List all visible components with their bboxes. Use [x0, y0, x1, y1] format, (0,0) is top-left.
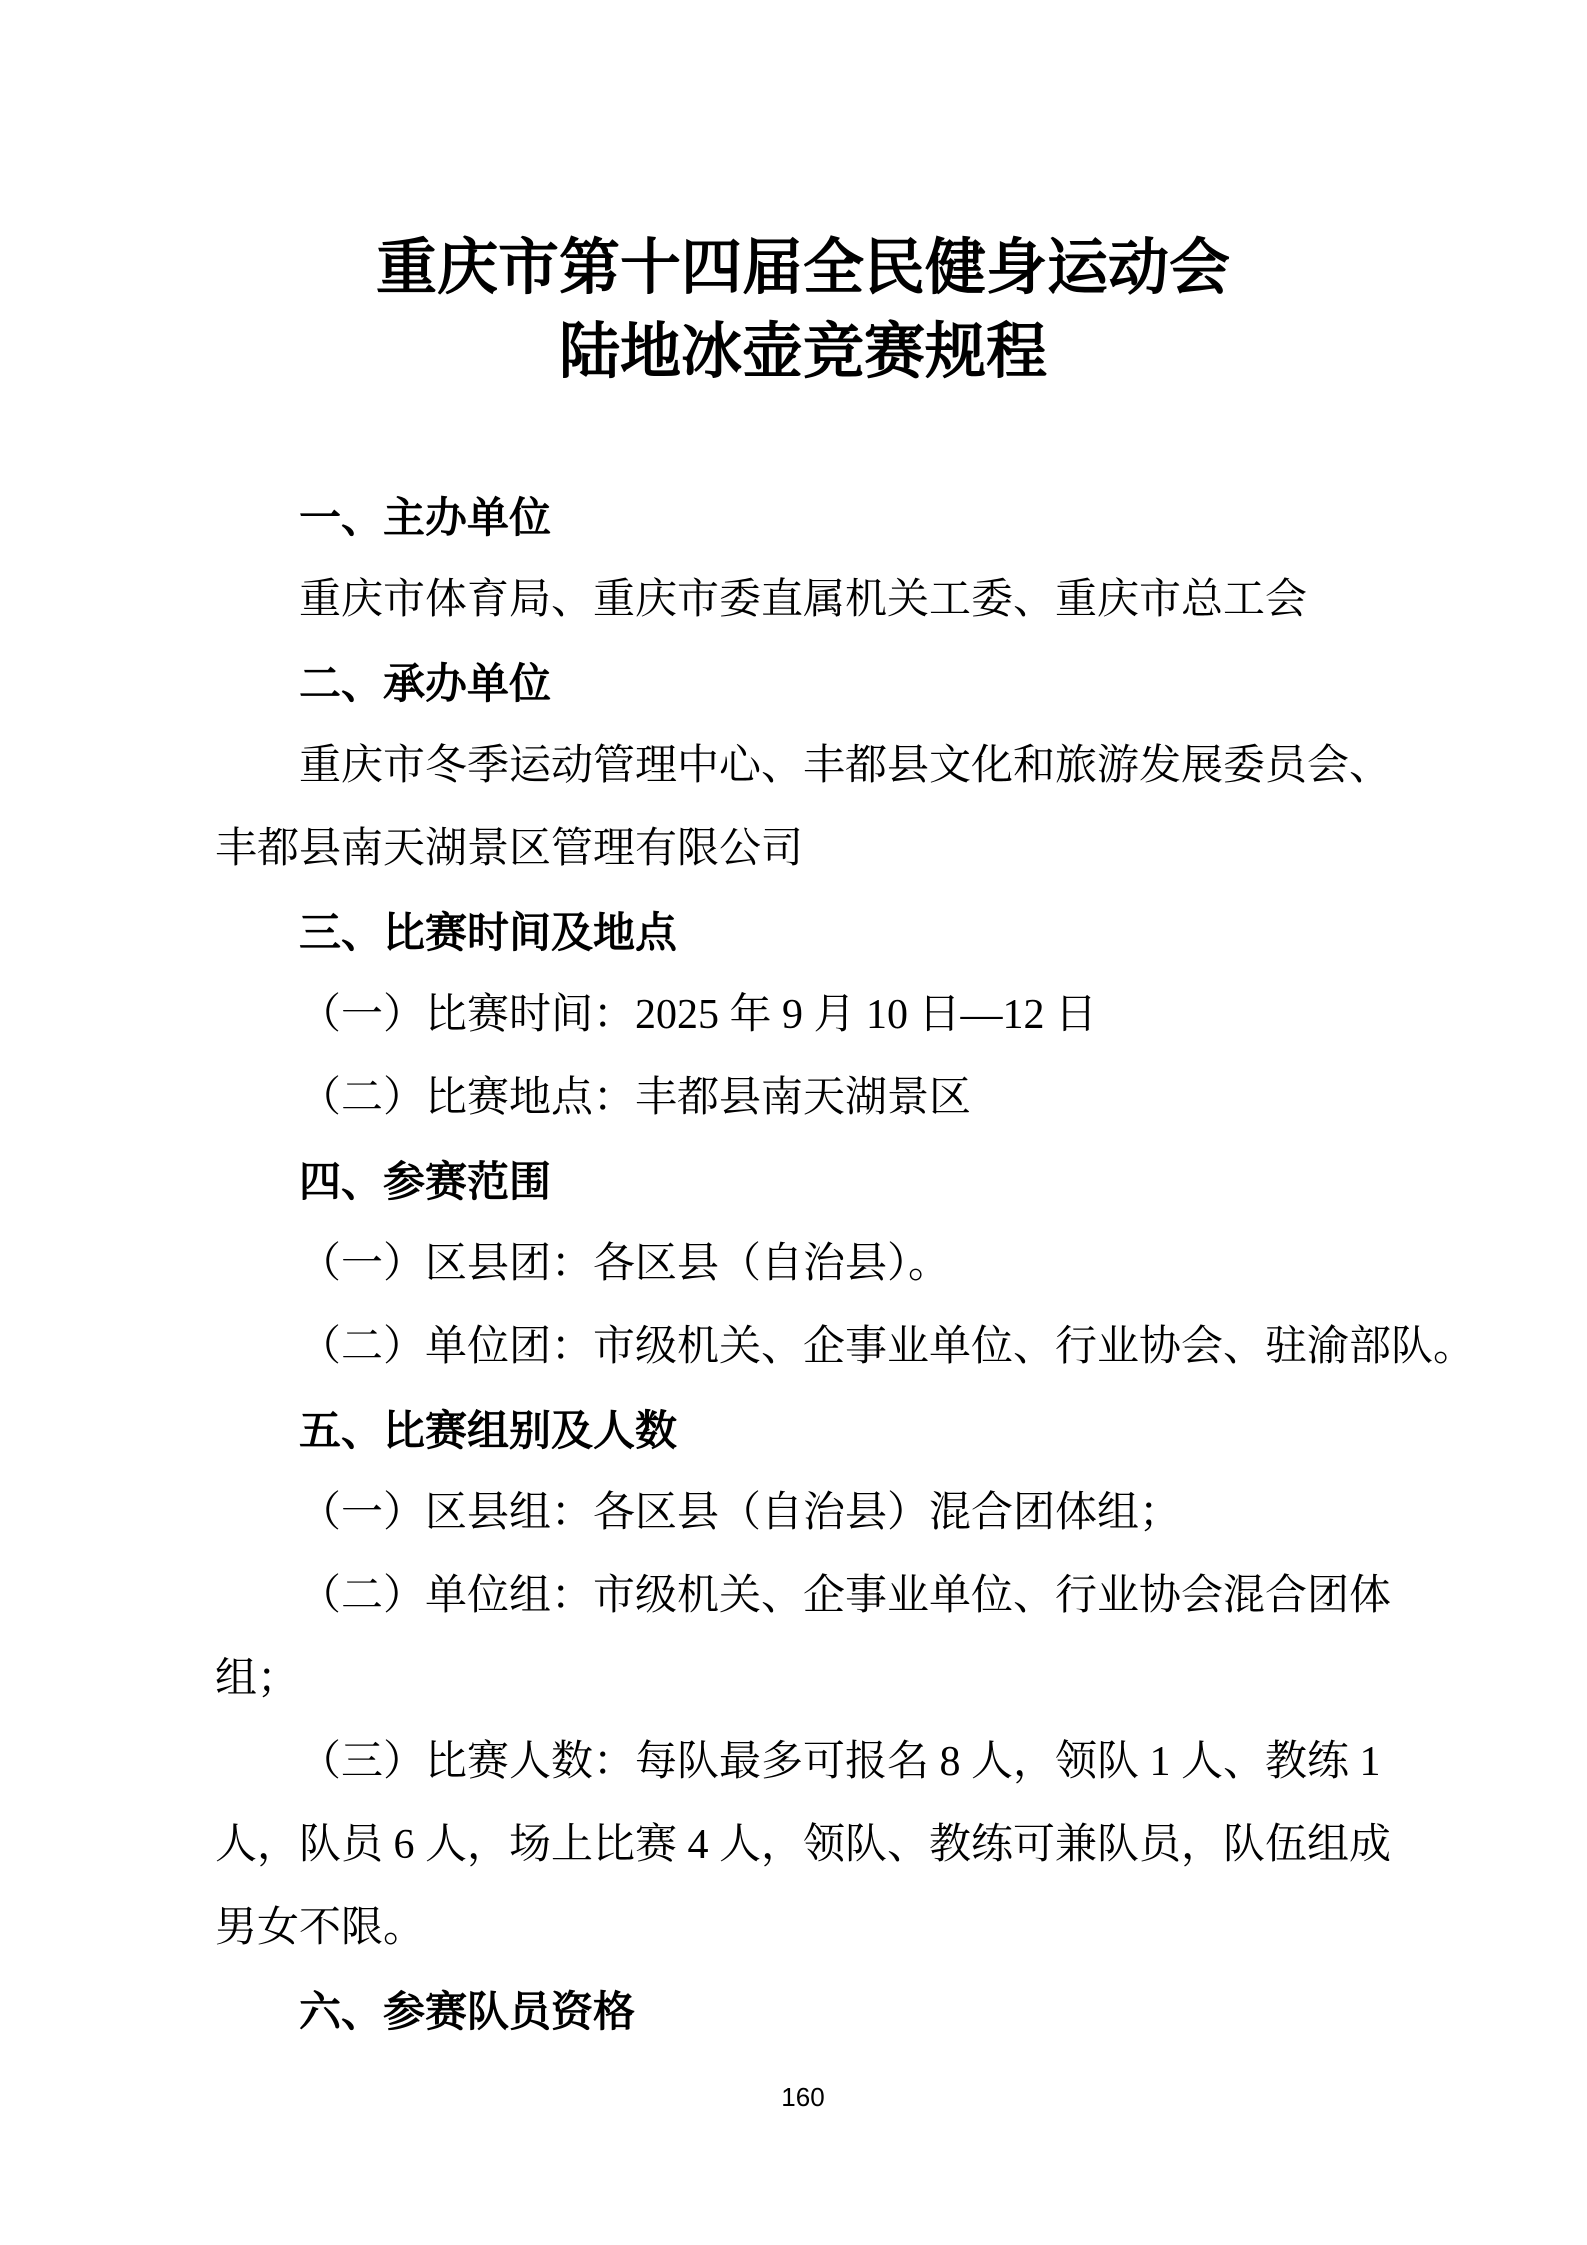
paragraph-line: 男女不限。 [215, 1905, 426, 1951]
section-heading: 六、参赛队员资格 [299, 1988, 636, 2035]
paragraph-line: （二）单位团：市级机关、企事业单位、行业协会、驻渝部队。 [299, 1324, 1476, 1370]
paragraph-line: （三）比赛人数：每队最多可报名 8 人，领队 1 人、教练 1 [299, 1739, 1381, 1785]
paragraph-line: （一）区县团：各区县（自治县）。 [299, 1241, 951, 1287]
document-content [215, 227, 1476, 2053]
section-heading: 二、承办单位 [299, 660, 552, 707]
paragraph-line: 组； [215, 1656, 300, 1702]
document-title-line-2: 陆地冰壶竞赛规程 [558, 319, 1047, 386]
document-title [215, 227, 1391, 395]
section-heading: 五、比赛组别及人数 [299, 1407, 678, 1454]
paragraph-line: （二）单位组：市级机关、企事业单位、行业协会混合团体 [299, 1573, 1392, 1619]
paragraph-line: （一）比赛时间：2025 年 9 月 10 日—12 日 [299, 992, 1098, 1038]
document-body [215, 476, 1476, 2053]
paragraph-line: 重庆市体育局、重庆市委直属机关工委、重庆市总工会 [299, 577, 1308, 623]
document-title-line-1: 重庆市第十四届全民健身运动会 [375, 235, 1230, 302]
section-heading: 一、主办单位 [299, 494, 552, 541]
section-heading: 三、比赛时间及地点 [299, 909, 678, 956]
section-heading: 四、参赛范围 [299, 1158, 552, 1205]
paragraph-line: 丰都县南天湖景区管理有限公司 [215, 826, 804, 872]
page-number: 160 [781, 2082, 825, 2112]
paragraph-line: 人，队员 6 人，场上比赛 4 人，领队、教练可兼队员，队伍组成 [215, 1822, 1392, 1868]
paragraph-line: 重庆市冬季运动管理中心、丰都县文化和旅游发展委员会、 [299, 743, 1392, 789]
paragraph-line: （二）比赛地点：丰都县南天湖景区 [299, 1075, 972, 1121]
paragraph-line: （一）区县组：各区县（自治县）混合团体组； [299, 1490, 1182, 1536]
